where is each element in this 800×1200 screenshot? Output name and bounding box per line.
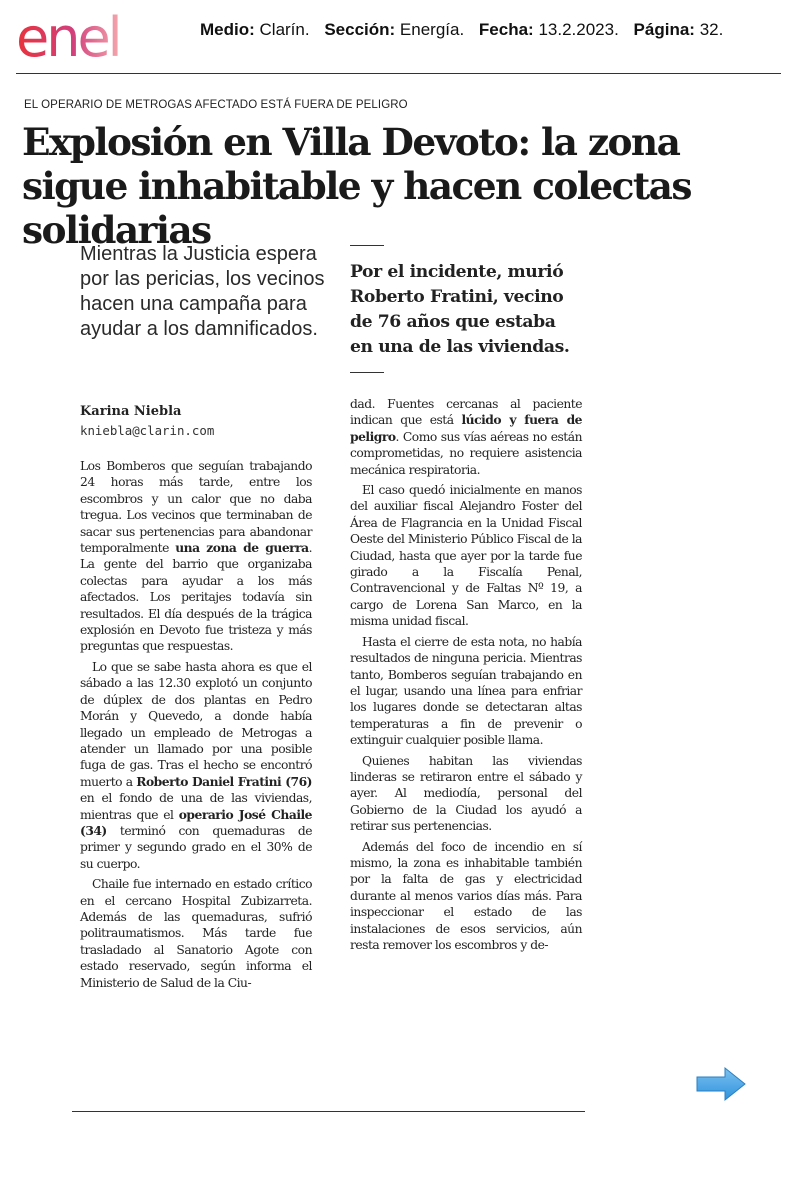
pagina-label: Página:: [633, 20, 695, 39]
author-email: kniebla@clarin.com: [80, 423, 215, 438]
body-paragraph: Además del foco de incendio en sí mismo, la zona es inhabitable también por la falta de gas y electricidad durante al menos varios días más. Para inspeccionar el estado de las instalaciones de esos servicios, aún resta remover los escombros y de-: [350, 839, 582, 952]
pullquote-rule-bottom: [350, 372, 384, 373]
body-paragraph: Lo que se sabe hasta ahora es que el sábado a las 12.30 explotó un conjunto de dúplex de dos plantas en Pedro Morán y Quevedo, a donde había llegado un empleado de Metrogas a atender un llamado por una posible fuga de gas. Tras el hecho se encontró muerto a Roberto Daniel Fratini (76) en el fondo de una de las viviendas, mientras que el operario José Chaile (34) terminó con quemaduras de primer y segundo grado en el 30% de su cuerpo.: [80, 659, 312, 871]
body-paragraph: Hasta el cierre de esta nota, no había resultados de ninguna pericia. Mientras tanto, Bomberos seguían trabajando en el lugar, usando una línea para enfriar los lugares donde se detectaran altas temperaturas a fin de prevenir o extinguir cualquier posible llama.: [350, 634, 582, 748]
body-paragraph: Quienes habitan las viviendas linderas se retiraron entre el sábado y ayer. Al mediodía, personal del Gobierno de la Ciudad los ayudó a retirar sus pertenencias.: [350, 753, 582, 834]
seccion-label: Sección:: [324, 20, 396, 39]
seccion-value: Energía.: [399, 20, 465, 39]
pullquote-rule-top: [350, 245, 384, 246]
body-column-left: [80, 458, 312, 995]
body-paragraph: El caso quedó inicialmente en manos del auxiliar fiscal Alejandro Foster del Área de Flagrancia en la Unidad Fiscal Oeste del Ministerio Público Fiscal de la Ciudad, hasta que ayer por la tarde fue girado a la Fiscalía Penal, Contravencional y de Faltas Nº 19, a cargo de Lorena San Marco, en la misma unidad fiscal.: [350, 483, 582, 629]
article-headline: Explosión en Villa Devoto: la zona sigue inhabitable y hacen colectas solidarias: [22, 120, 691, 252]
body-paragraph: Chaile fue internado en estado crítico en el cercano Hospital Zubizarreta. Además de las quemaduras, sufrió politraumatismos. Más tarde fue trasladado al Sanatorio Agote con estado reservado, según informa el Ministerio de Salud de la Ciu-: [80, 877, 312, 990]
pagina-value: 32.: [699, 20, 724, 39]
article-deck: Mientras la Justicia espera por las pericias, los vecinos hacen una campaña para ayudar a los damnificados.: [80, 243, 325, 340]
article-pullquote: Por el incidente, murió Roberto Fratini, vecino de 76 años que estaba en una de las viviendas.: [350, 262, 570, 357]
arrow-right-icon[interactable]: [695, 1066, 747, 1102]
author-name: Karina Niebla: [80, 404, 182, 419]
next-page-button[interactable]: [695, 1066, 747, 1102]
header-divider: [16, 73, 781, 74]
enel-logo-graphic: [16, 12, 168, 66]
fecha-value: 13.2.2023.: [538, 20, 619, 39]
body-paragraph: dad. Fuentes cercanas al paciente indican que está lúcido y fuera de peligro. Como sus vías aéreas no están comprometidas, no requiere asistencia mecánica respiratoria.: [350, 397, 582, 477]
medio-value: Clarín.: [259, 20, 310, 39]
fecha-label: Fecha:: [478, 20, 534, 39]
body-paragraph: Los Bomberos que seguían trabajando 24 horas más tarde, entre los escombros y un calor que no daba tregua. Los vecinos que terminaban de sacar sus pertenencias para abandonar temporalmente una zona de guerra. La gente del barrio que organizaba colectas para ayudar a los más afectados. Los peritajes todavía sin resultados. El día después de la trágica explosión en Devoto fue tristeza y más preguntas que respuestas.: [80, 459, 312, 654]
svg-text:enel: enel: [16, 12, 120, 66]
body-column-right: [350, 396, 582, 957]
medio-label: Medio:: [200, 20, 255, 39]
article-kicker: EL OPERARIO DE METROGAS AFECTADO ESTÁ FUERA DE PELIGRO: [24, 99, 408, 111]
enel-logo: [16, 12, 168, 66]
footer-divider: [72, 1111, 585, 1112]
press-metadata: [200, 20, 723, 40]
